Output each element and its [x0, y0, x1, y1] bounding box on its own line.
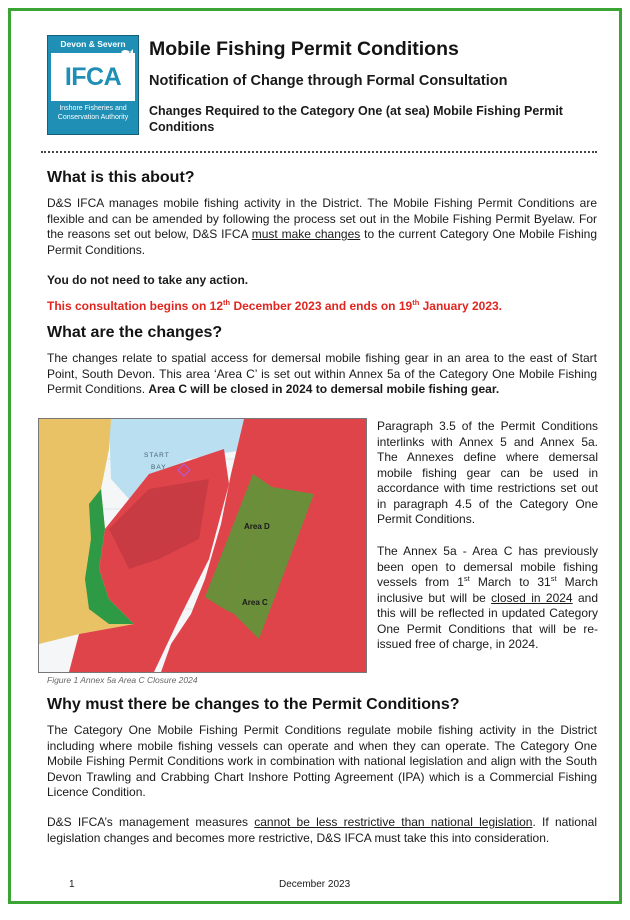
- logo-sub-line-2: Conservation Authority: [57, 114, 129, 121]
- logo-sub-line-1: Inshore Fisheries and: [59, 105, 127, 112]
- dates-text-b: December 2023 and ends on 19: [230, 299, 413, 313]
- figure-caption: Figure 1 Annex 5a Area C Closure 2024: [47, 675, 198, 685]
- dates-sup-1: th: [223, 298, 231, 307]
- less-restrictive-text: cannot be less restrictive than national legislation: [254, 815, 533, 829]
- area-c-text-a: The Annex 5a - Area C has previously been open to demersal mobile fishing vessels from 1: [377, 544, 598, 589]
- no-action-text: You do not need to take any action.: [47, 273, 249, 287]
- permit-paragraph: Paragraph 3.5 of the Permit Conditions interlinks with Annex 5 and Annex 5a. The Annexes define where demersal mobile fishing gear can be used in accordance with time restrictions set out in paragraph 4.5 of the Category One Permit Conditions.: [377, 419, 598, 526]
- dates-text-a: This consultation begins on 12: [47, 299, 224, 313]
- section-heading-changes: What are the changes?: [47, 324, 223, 341]
- footer-date: December 2023: [279, 879, 351, 890]
- page-subtitle-2: Changes Required to the Category One (at sea) Mobile Fishing Permit Conditions: [149, 104, 563, 134]
- closed-in-2024-text: closed in 2024: [491, 590, 573, 605]
- area-c-text-d: and this will be reflected in updated Category One Permit Conditions that will be re-issued free of charge, in 2024.: [377, 590, 598, 651]
- page-number: 1: [69, 879, 75, 890]
- area-c-paragraph: [377, 544, 598, 653]
- page-title: Mobile Fishing Permit Conditions: [149, 38, 459, 60]
- map-figure: [39, 419, 366, 672]
- about-text-a: D&S IFCA manages mobile fishing activity in the District. The Mobile Fishing Permit Conditions are flexible and can be amended by following the process set out in the Mobile Fishing Permit Byelaw. For the reasons set out below, D&S IFCA: [47, 196, 597, 241]
- fish-icon: [120, 48, 134, 56]
- area-c-sup-1: st: [463, 574, 470, 583]
- document-page: [8, 8, 622, 904]
- changes-paragraph: [47, 351, 597, 398]
- must-make-changes-text: must make changes: [251, 227, 361, 241]
- area-c-sup-2: st: [550, 574, 557, 583]
- about-paragraph: [47, 196, 597, 258]
- map-label-start: START: [144, 452, 170, 459]
- legislation-text-b: . If national legislation changes and becomes more restrictive, D&S IFCA must take this into consideration.: [47, 815, 597, 845]
- map-label-bay: BAY: [151, 464, 167, 471]
- ifca-logo: [47, 35, 139, 135]
- dates-text-c: January 2023.: [419, 299, 503, 313]
- map-label-area-c: Area C: [242, 598, 268, 607]
- changes-text-a: The changes relate to spatial access for demersal mobile fishing gear in an area to the east of Start Point, South Devon. This area ‘Area C’ is set out within Annex 5a of the Category One Mobile Fishing Permit Conditions.: [47, 351, 597, 396]
- why-paragraph: The Category One Mobile Fishing Permit Conditions regulate mobile fishing activity in the District including where mobile fishing vessels can operate and when they can operate. The Category One Mobile Fishing Permit Conditions work in combination with national legislation and align with the South Devon Trawling and Crabbing Chart Inshore Potting Agreement (IPA) which is a Commercial Fishing Licence Condition.: [47, 723, 597, 799]
- section-heading-about: What is this about?: [47, 169, 195, 186]
- logo-subtitle: [48, 104, 138, 122]
- dotted-divider: [41, 151, 597, 153]
- map-label-area-d: Area D: [244, 522, 270, 531]
- area-c-closed-text: Area C will be closed in 2024 to demersal mobile fishing gear.: [148, 382, 500, 396]
- page-subtitle: Notification of Change through Formal Consultation: [149, 73, 508, 89]
- section-heading-why: Why must there be changes to the Permit Conditions?: [47, 696, 460, 713]
- legislation-text-a: D&S IFCA’s management measures: [47, 815, 255, 829]
- area-c-text-b: March to 31: [469, 575, 551, 589]
- legislation-paragraph: [47, 815, 597, 846]
- logo-main-text: IFCA: [51, 53, 135, 101]
- logo-top-text: Devon & Severn: [60, 39, 126, 49]
- consultation-dates: [47, 299, 597, 315]
- dates-sup-2: th: [412, 298, 420, 307]
- area-c-map: [38, 418, 367, 673]
- about-text-b: to the current Category One Mobile Fishing Permit Conditions.: [47, 227, 597, 257]
- area-c-text-c: March inclusive but will be: [377, 575, 598, 605]
